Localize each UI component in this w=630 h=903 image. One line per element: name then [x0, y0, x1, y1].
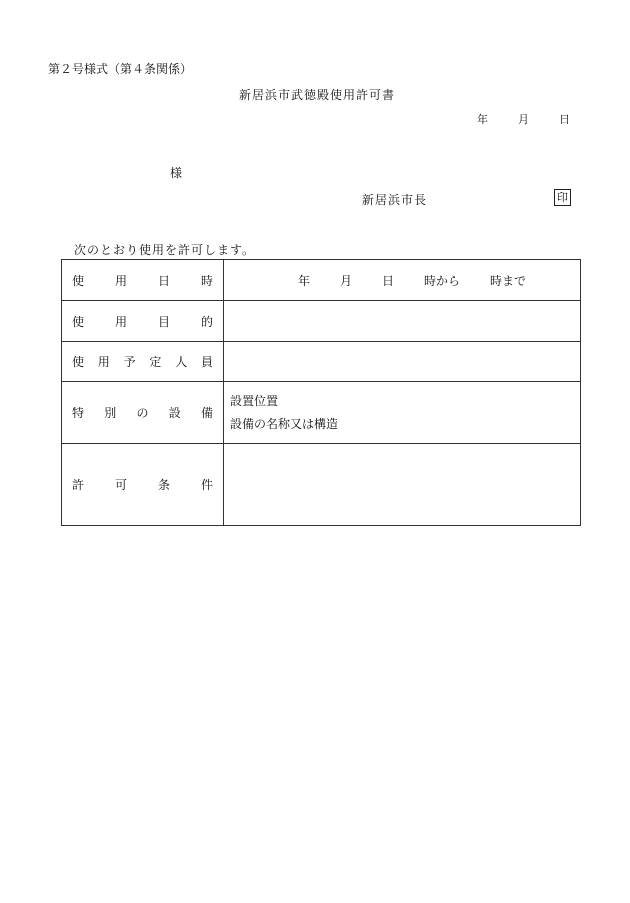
- addressee-suffix: 様: [170, 166, 183, 180]
- label-char: 目: [157, 314, 170, 329]
- label-char: 員: [200, 355, 213, 369]
- form-number: 第２号様式（第４条関係）: [48, 62, 193, 76]
- label-char: 使: [72, 314, 85, 329]
- seal-box: 印: [554, 189, 571, 206]
- document-title: [0, 86, 630, 103]
- intro-text: 次のとおり使用を許可します。: [74, 243, 256, 257]
- issue-date-month: 月: [518, 113, 529, 126]
- label-char: 定: [149, 355, 162, 369]
- label-usage-datetime: [62, 260, 224, 301]
- label-char: 人: [175, 355, 188, 369]
- usage-month: 月: [339, 273, 352, 288]
- label-usage-purpose: [62, 301, 224, 342]
- issuer-name: 新居浜市長: [362, 193, 428, 207]
- label-char: 時: [200, 273, 213, 288]
- table-row-special-equipment: [62, 382, 581, 444]
- label-char: 設: [168, 406, 181, 420]
- usage-day: 日: [381, 273, 394, 288]
- value-usage-purpose[interactable]: [224, 301, 581, 342]
- usage-to: 時まで: [490, 273, 527, 288]
- label-char: 使: [72, 273, 85, 288]
- table-row-usage-datetime: [62, 260, 581, 301]
- value-permit-conditions[interactable]: [224, 444, 581, 526]
- permit-table: [61, 259, 581, 526]
- label-char: 日: [157, 273, 170, 288]
- label-char: 別: [104, 406, 117, 420]
- label-char: 的: [200, 314, 213, 329]
- value-special-equipment[interactable]: [224, 382, 581, 444]
- issue-date-year: 年: [477, 113, 488, 126]
- equipment-name-label: 設備の名称又は構造: [230, 416, 339, 431]
- label-char: 許: [72, 478, 85, 492]
- label-char: 件: [200, 478, 213, 492]
- table-row-expected-attendees: [62, 342, 581, 382]
- label-char: 用: [114, 314, 127, 329]
- value-expected-attendees[interactable]: [224, 342, 581, 382]
- usage-from: 時から: [424, 273, 461, 288]
- label-char: 用: [97, 355, 110, 369]
- table-row-permit-conditions: [62, 444, 581, 526]
- value-usage-datetime[interactable]: [224, 260, 581, 301]
- label-char: 条: [157, 478, 170, 492]
- label-char: 使: [72, 355, 85, 369]
- label-permit-conditions: [62, 444, 224, 526]
- issue-date-day: 日: [559, 113, 570, 126]
- document-title-text: 新居浜市武徳殿使用許可書: [238, 88, 395, 102]
- label-char: 予: [123, 355, 136, 369]
- usage-year: 年: [297, 273, 310, 288]
- table-row-usage-purpose: [62, 301, 581, 342]
- equipment-location-label: 設置位置: [230, 393, 279, 408]
- label-char: の: [136, 406, 149, 420]
- label-char: 可: [114, 478, 127, 492]
- label-char: 備: [200, 406, 213, 420]
- label-special-equipment: [62, 382, 224, 444]
- label-expected-attendees: [62, 342, 224, 382]
- label-char: 用: [114, 273, 127, 288]
- label-char: 特: [72, 406, 85, 420]
